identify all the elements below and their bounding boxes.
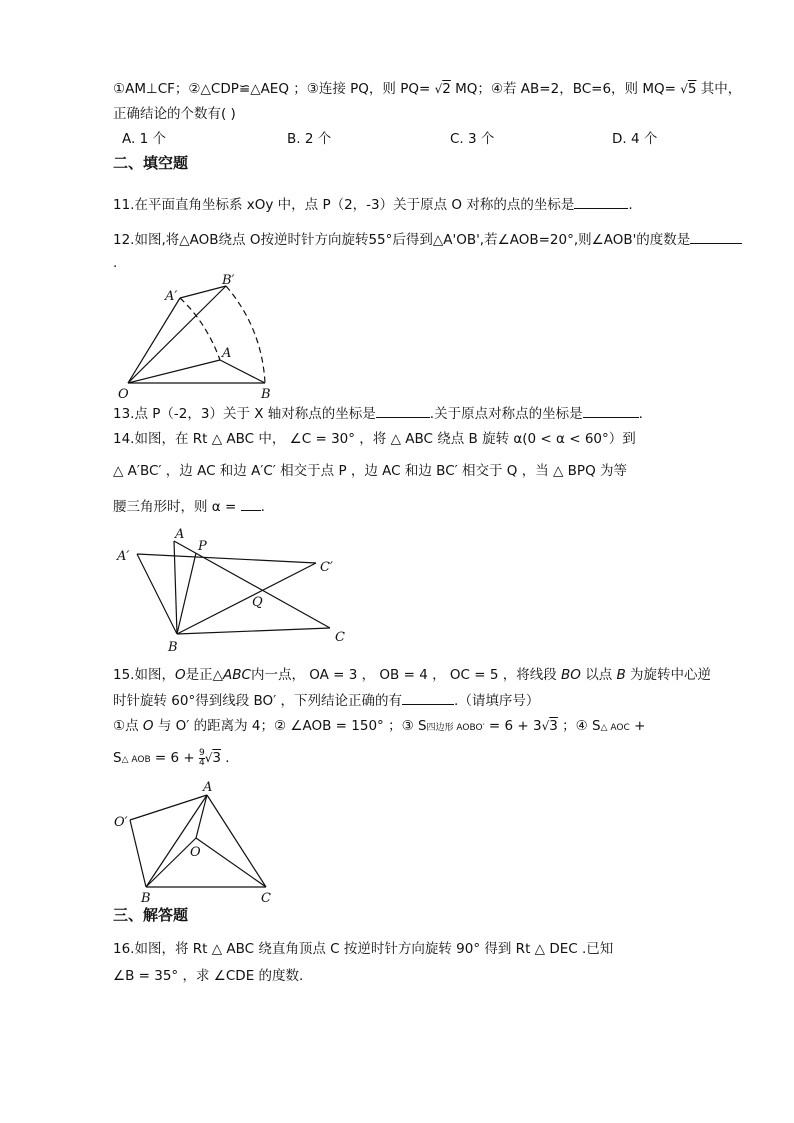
label-A: A — [222, 346, 232, 361]
answer-blank-14[interactable] — [241, 496, 261, 511]
label-O: O — [190, 845, 201, 860]
question-13: 13.点 P（-2，3）关于 X 轴对称点的坐标是 .关于原点对称点的坐标是 . — [113, 403, 643, 424]
question-11: 11.在平面直角坐标系 xOy 中，点 P（2，-3）关于原点 O 对称的点的坐标是 . — [113, 194, 633, 215]
question-15-line1: 15.如图，O是正△ABC内一点， OA = 3 ， OB = 4 ， OC = 5 ，将线段 BO 以点 B 为旋转中心逆 — [113, 667, 712, 683]
segment-A-prime-B — [137, 554, 177, 634]
question-14-line2: △ A′BC′ ，边 AC 和边 A′C′ 相交于点 P ，边 AC 和边 BC′ 相交于 Q ，当 △ BPQ 为等 — [113, 463, 627, 479]
label-O: O — [118, 387, 129, 402]
q10-option-d[interactable]: D. 4 个 — [612, 131, 658, 147]
label-B: B — [141, 891, 151, 906]
segment-BC — [177, 628, 330, 634]
fraction-9-4: $\frac{9}{4}$ — [199, 747, 205, 768]
label-C: C — [335, 630, 345, 645]
label-B: B — [168, 640, 178, 655]
section-heading-fill-blank: 二、填空题 — [113, 154, 189, 172]
segment-O-prime-B — [130, 820, 146, 887]
arc-B-B-prime — [226, 286, 265, 383]
label-Q: Q — [252, 595, 263, 610]
label-P: P — [198, 539, 207, 554]
section-heading-answer: 三、解答题 — [113, 906, 189, 924]
sqrt-3: 3 — [549, 718, 558, 734]
segment-AC — [174, 541, 330, 628]
label-A-prime: A′ — [165, 289, 178, 304]
label-B: B — [261, 387, 271, 402]
arc-A-A-prime — [180, 298, 220, 360]
segment-BC-prime — [177, 563, 316, 634]
figure-14-rotation — [137, 541, 330, 634]
question-15-line3: ①点 O 与 O′ 的距离为 4；② ∠AOB = 150° ；③ S四边形 AOBO′ = 6 + 3√3 ；④ S△ AOC + — [113, 718, 646, 734]
label-A-prime: A′ — [117, 549, 130, 564]
question-12: 12.如图,将△AOB绕点 O按逆时针方向旋转55°后得到△A'OB',若∠AOB=20°,则∠AOB'的度数是 — [113, 229, 742, 250]
sqrt-2: 2 — [442, 81, 451, 97]
segment-BP — [177, 553, 196, 634]
segment-BO — [146, 838, 196, 887]
segment-O-prime-A — [130, 795, 207, 820]
question-14-line3: 腰三角形时，则 α = . — [113, 496, 265, 517]
segment-OA — [128, 360, 220, 383]
q10-option-c[interactable]: C. 3 个 — [450, 131, 495, 147]
q10-option-a[interactable]: A. 1 个 — [122, 131, 166, 147]
segment-CO — [196, 838, 266, 887]
label-C-prime: C′ — [320, 560, 333, 575]
question-14-line1: 14.如图，在 Rt △ ABC 中， ∠C = 30° ，将 △ ABC 绕点 B 旋转 α(0 < α < 60°）到 — [113, 431, 636, 447]
question-16-line2: ∠B = 35° ，求 ∠CDE 的度数. — [113, 968, 304, 984]
label-A: A — [175, 527, 185, 542]
question-12-end: . — [113, 255, 118, 271]
segment-A-prime-C-prime — [137, 554, 316, 563]
question-15-line4: S△ AOB = 6 + $\frac{9}{4}$ √3 . — [113, 747, 230, 768]
segment-AO — [196, 795, 207, 838]
figure-15-rotation — [130, 795, 266, 887]
segment-AC — [207, 795, 266, 887]
segment-OA-prime — [128, 298, 180, 383]
segment-AB — [146, 795, 207, 887]
segment-AB — [220, 360, 265, 383]
question-16-line1: 16.如图，将 Rt △ ABC 绕直角顶点 C 按逆时针方向旋转 90° 得到 Rt △ DEC .已知 — [113, 941, 614, 957]
q10-statement-line2: 正确结论的个数有( ) — [113, 106, 236, 122]
segment-AB — [174, 541, 177, 634]
answer-blank-15[interactable] — [402, 690, 454, 705]
sqrt-5: 5 — [687, 81, 697, 97]
q10-statement-line1: ①AM⊥CF；②△CDP≌△AEQ ；③连接 PQ，则 PQ= √2 MQ；④若 AB=2，BC=6，则 MQ= √5 其中， — [113, 81, 742, 97]
label-C: C — [261, 891, 271, 906]
label-A: A — [203, 780, 213, 795]
question-15-line2: 时针旋转 60°得到线段 BO′ ，下列结论正确的有 .（请填序号） — [113, 690, 539, 711]
sqrt-3b: 3 — [212, 750, 221, 766]
answer-blank-13b[interactable] — [583, 403, 639, 418]
q10-option-b[interactable]: B. 2 个 — [287, 131, 332, 147]
answer-blank-13a[interactable] — [376, 403, 430, 418]
label-B-prime: B′ — [222, 273, 235, 288]
label-O-prime: O′ — [114, 815, 128, 830]
